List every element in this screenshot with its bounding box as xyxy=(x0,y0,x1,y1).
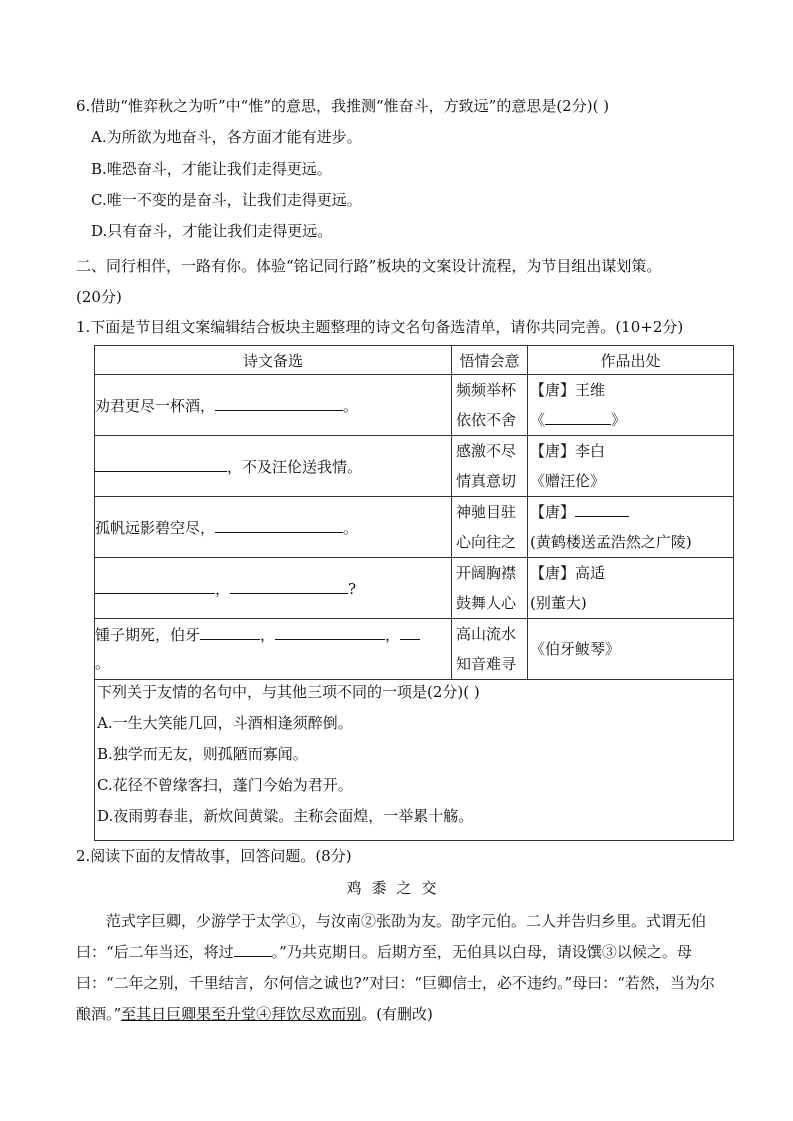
sub-option-a: A.一生大笑能几回，斗酒相逢须醉倒。 xyxy=(97,714,353,732)
table-row xyxy=(95,497,734,558)
story-title: 鸡黍之交 xyxy=(346,879,447,897)
poem-table xyxy=(94,345,734,841)
answer-blank[interactable] xyxy=(215,396,343,411)
table-row xyxy=(95,558,734,619)
source-cell: 《伯牙鲏琴》 xyxy=(528,619,734,680)
poem-cell: 孤帆远影碧空尽， 。 xyxy=(95,497,452,558)
question-2-stem: 2.阅读下面的友情故事，回答问题。(8分) xyxy=(76,847,352,865)
source-cell: 【唐】王维 《 》 xyxy=(528,375,734,436)
table-row xyxy=(95,619,734,680)
story-paragraph: 范式字巨卿，少游学于太学①，与汝南②张劭为友。劭字元伯。二人并告归乡里。式谓无伯曰：“后二年当还，将过 。”乃共克期日。后期方至，无伯具以白母，请设馔③以候之。母曰：“二年之别，千里结言，尔何信之诚也?”对曰：“巨卿信士，必不违约。”母曰：“若然，当为尔酿酒。”至其日巨卿果至升堂④拜饮尽欢而别。(有删改) xyxy=(76,912,715,1023)
feeling-cell: 感激不尽 情真意切 xyxy=(452,436,528,497)
feeling-cell: 频频举杯 依依不舍 xyxy=(452,375,528,436)
sub-option-c: C.花径不曾缘客扫，蓬门今始为君开。 xyxy=(97,776,353,794)
option-c: C.唯一不变的是奋斗，让我们走得更远。 xyxy=(91,191,362,209)
answer-blank[interactable] xyxy=(215,518,343,533)
answer-blank[interactable] xyxy=(275,625,385,640)
option-a: A.为所欲为地奋斗，各方面才能有进步。 xyxy=(91,128,362,146)
sub-option-d: D.夜雨剪春韭，新炊间黄粱。主称会面煌，一举累十觞。 xyxy=(97,807,474,825)
poem-cell: ， ? xyxy=(95,558,452,619)
answer-blank[interactable] xyxy=(95,457,227,472)
question-6-stem: 6.借助“惟弈秋之为听”中“惟”的意思，我推测“惟奋斗，方致远”的意思是(2分)( ) xyxy=(76,97,610,115)
option-d: D.只有奋斗，才能让我们走得更远。 xyxy=(91,222,333,240)
sub-question-cell xyxy=(95,680,734,841)
answer-blank[interactable] xyxy=(230,579,348,594)
table-row xyxy=(95,375,734,436)
header-feeling: 悟情会意 xyxy=(452,346,528,375)
source-cell: 【唐】高适 (别董大) xyxy=(528,558,734,619)
poem-cell: 劝君更尽一杯酒， 。 xyxy=(95,375,452,436)
source-cell: 【唐】 (黄鹤楼送孟浩然之广陵) xyxy=(528,497,734,558)
source-cell: 【唐】李白 《赠汪伦》 xyxy=(528,436,734,497)
answer-blank[interactable] xyxy=(200,625,260,640)
feeling-cell: 开阔胸襟 鼓舞人心 xyxy=(452,558,528,619)
header-source: 作品出处 xyxy=(528,346,734,375)
section-2-score: (20分) xyxy=(76,288,122,306)
table-header-row xyxy=(95,346,734,375)
sub-option-b: B.独学而无友，则孤陋而寡闻。 xyxy=(97,745,308,763)
underlined-sentence: 至其日巨卿果至升堂④拜饮尽欢而别 xyxy=(121,1005,362,1023)
table-row xyxy=(95,436,734,497)
feeling-cell: 高山流水 知音难寻 xyxy=(452,619,528,680)
answer-blank[interactable] xyxy=(400,625,420,640)
feeling-cell: 神驰目驻 心向往之 xyxy=(452,497,528,558)
section-2-heading: 二、同行相伴，一路有你。体验“铭记同行路”板块的文案设计流程，为节目组出谋划策。 xyxy=(76,257,662,275)
poem-cell: 锺子期死，伯牙 ， ， 。 xyxy=(95,619,452,680)
answer-blank[interactable] xyxy=(95,579,215,594)
option-b: B.唯恐奋斗，才能让我们走得更远。 xyxy=(91,160,332,178)
header-poem: 诗文备选 xyxy=(95,346,452,375)
poem-cell: ，不及汪伦送我情。 xyxy=(95,436,452,497)
answer-blank[interactable] xyxy=(234,942,272,957)
question-1-stem: 1.下面是节目组文案编辑结合板块主题整理的诗文名句备选清单，请你共同完善。(10+2分) xyxy=(76,318,684,336)
sub-question-stem: 下列关于友情的名句中，与其他三项不同的一项是(2分)( ) xyxy=(97,683,480,701)
sub-question-row xyxy=(95,680,734,841)
answer-blank[interactable] xyxy=(545,410,611,425)
answer-blank[interactable] xyxy=(575,502,629,517)
